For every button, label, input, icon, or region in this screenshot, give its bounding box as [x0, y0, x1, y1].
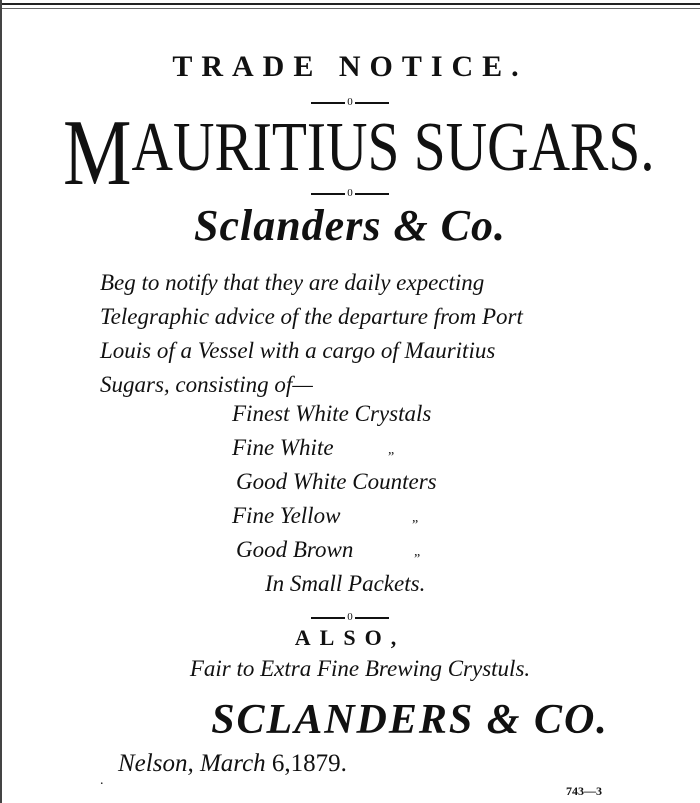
stray-dot: .	[100, 773, 104, 788]
headline-text: AURITIUS SUGARS.	[131, 109, 655, 186]
top-border-rule	[0, 3, 700, 5]
list-item: Good White Counters	[236, 469, 437, 494]
list-item: Finest White Crystals	[232, 401, 432, 426]
body-paragraph	[100, 266, 620, 402]
ditto-mark: ”	[414, 552, 421, 567]
date-year: 1879.	[290, 750, 347, 777]
list-item: Fine Yellow	[232, 503, 341, 528]
also-item: Fair to Extra Fine Brewing Crystuls.	[189, 656, 531, 681]
ditto-mark: ”	[388, 450, 395, 465]
list-item: Fine White	[232, 435, 334, 460]
headline	[63, 101, 655, 205]
top-border-rule-thin	[0, 8, 700, 9]
date-day: 6,	[271, 750, 291, 777]
notice-heading: TRADE NOTICE.	[172, 50, 528, 83]
body-line: Telegraphic advice of the departure from Port	[100, 304, 523, 329]
list-item: Good Brown	[236, 537, 354, 562]
dateline	[118, 750, 347, 778]
divider-3: 0	[0, 612, 700, 623]
also-heading: ALSO,	[294, 625, 406, 650]
divider-1: 0	[0, 97, 700, 108]
signature: SCLANDERS & CO.	[211, 697, 609, 743]
divider-2: 0	[0, 188, 700, 199]
left-column-rule	[0, 0, 2, 803]
firm-name: Sclanders & Co.	[193, 201, 507, 250]
body-line: Beg to notify that they are daily expecting	[100, 270, 485, 295]
headline-initial: M	[63, 101, 132, 205]
body-line: Louis of a Vessel with a cargo of Mauritius	[100, 338, 496, 363]
list-item: In Small Packets.	[265, 571, 426, 596]
body-line: Sugars, consisting of—	[100, 372, 313, 397]
ditto-mark: ”	[412, 518, 419, 533]
reference-number: 743—3	[566, 784, 602, 798]
date-place: Nelson, March	[118, 750, 272, 777]
